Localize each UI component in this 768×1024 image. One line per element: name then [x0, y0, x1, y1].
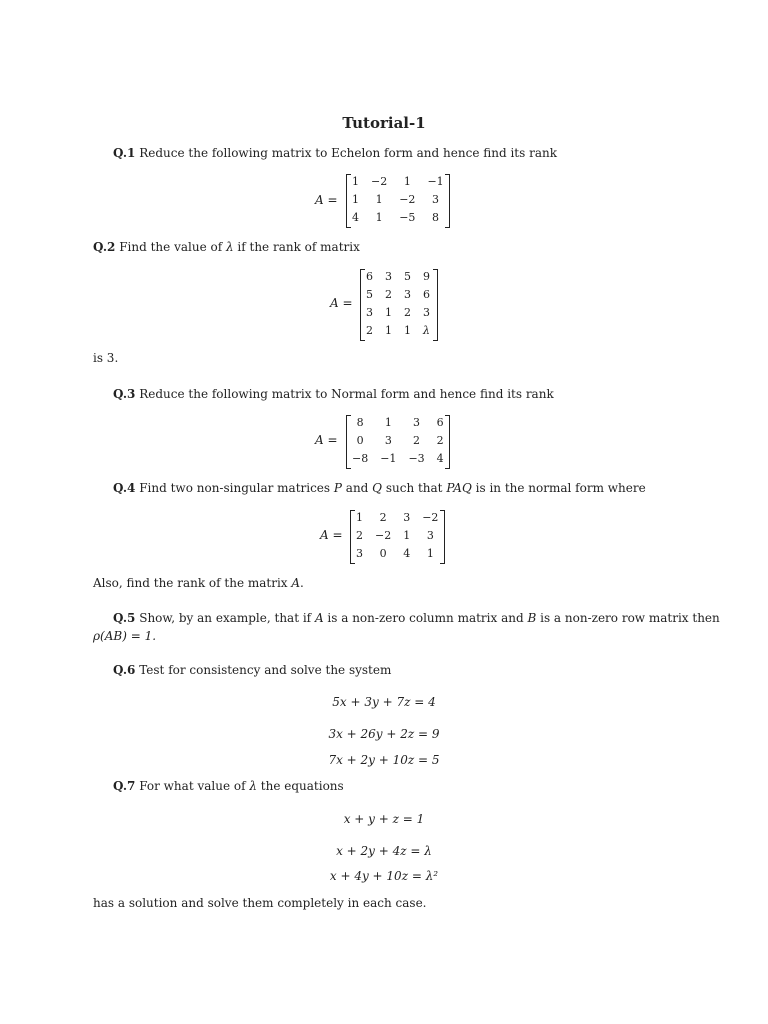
- matrix-q3-table: 8 1 3 6 0 3 2 2 −8 −1 −3 4: [352, 416, 444, 465]
- q5-line2: ρ(AB) = 1.: [93, 629, 157, 643]
- question-number: Q.4: [113, 481, 136, 495]
- question-number: Q.3: [113, 387, 136, 401]
- matrix-label: A =: [330, 296, 353, 310]
- question-text: For what value of: [139, 779, 250, 793]
- matrix-q4: [350, 509, 445, 563]
- question-text: such that: [382, 481, 447, 495]
- question-number: Q.5: [113, 611, 136, 625]
- matrix-q1-table: 1 −2 1 −1 1 1 −2 3 4 1 −5 8: [352, 175, 444, 224]
- matrix-q2: [360, 268, 438, 340]
- question-2: [93, 240, 360, 254]
- question-5: Q.5 Show, by an example, that if A is a non-zero column matrix and B is a non-zero row matrix then: [113, 611, 720, 625]
- question-text: Reduce the following matrix to Normal form and hence find its rank: [139, 387, 554, 401]
- var-q: Q: [372, 481, 383, 495]
- question-text: Reduce the following matrix to Echelon form and hence find its rank: [139, 146, 557, 160]
- question-text: is a non-zero column matrix and: [323, 611, 528, 625]
- question-number: Q.1: [113, 146, 136, 160]
- question-4: [113, 481, 646, 495]
- question-3: [113, 387, 554, 401]
- question-7: [113, 779, 344, 793]
- page-title: Tutorial-1: [342, 114, 426, 132]
- matrix-q1: [346, 173, 450, 228]
- equation: 5x + 3y + 7z = 4: [332, 695, 436, 709]
- question-text: is in the normal form where: [471, 481, 646, 495]
- var-paq: PAQ: [446, 481, 472, 495]
- q2-after-text: is 3.: [93, 351, 119, 365]
- matrix-q2-table: 6 3 5 9 5 2 3 6 3 1 2 3 2 1 1 λ: [366, 270, 430, 337]
- lambda-symbol: λ: [249, 779, 257, 793]
- matrix-label: A =: [320, 528, 343, 542]
- question-text: and: [341, 481, 373, 495]
- question-text: Test for consistency and solve the system: [139, 663, 392, 677]
- equation: x + y + z = 1: [343, 812, 425, 826]
- question-text: Show, by an example, that if: [139, 611, 315, 625]
- question-text: Find the value of: [119, 240, 226, 254]
- var-p: P: [333, 481, 342, 495]
- equation: 7x + 2y + 10z = 5: [328, 753, 440, 767]
- question-6: [113, 663, 391, 677]
- equation: x + 4y + 10z = λ²: [329, 869, 439, 883]
- q4-after-text: Also, find the rank of the matrix A.: [93, 576, 304, 590]
- q7-after-text: has a solution and solve them completely in each case.: [93, 896, 427, 910]
- question-number: Q.7: [113, 779, 136, 793]
- question-text: the equations: [256, 779, 344, 793]
- question-number: Q.6: [113, 663, 136, 677]
- matrix-q3: [346, 414, 450, 468]
- question-text: is a non-zero row matrix then: [536, 611, 720, 625]
- question-text: Find two non-singular matrices: [139, 481, 334, 495]
- matrix-q4-table: 1 2 3 −2 2 −2 1 3 3 0 4 1: [356, 511, 439, 560]
- question-1: [113, 146, 557, 160]
- question-number: Q.2: [93, 240, 116, 254]
- lambda-symbol: λ: [225, 240, 234, 254]
- question-text: if the rank of matrix: [233, 240, 360, 254]
- equation: 3x + 26y + 2z = 9: [328, 727, 440, 741]
- matrix-label: A =: [315, 433, 338, 447]
- equation: x + 2y + 4z = λ: [336, 844, 432, 858]
- matrix-label: A =: [315, 193, 338, 207]
